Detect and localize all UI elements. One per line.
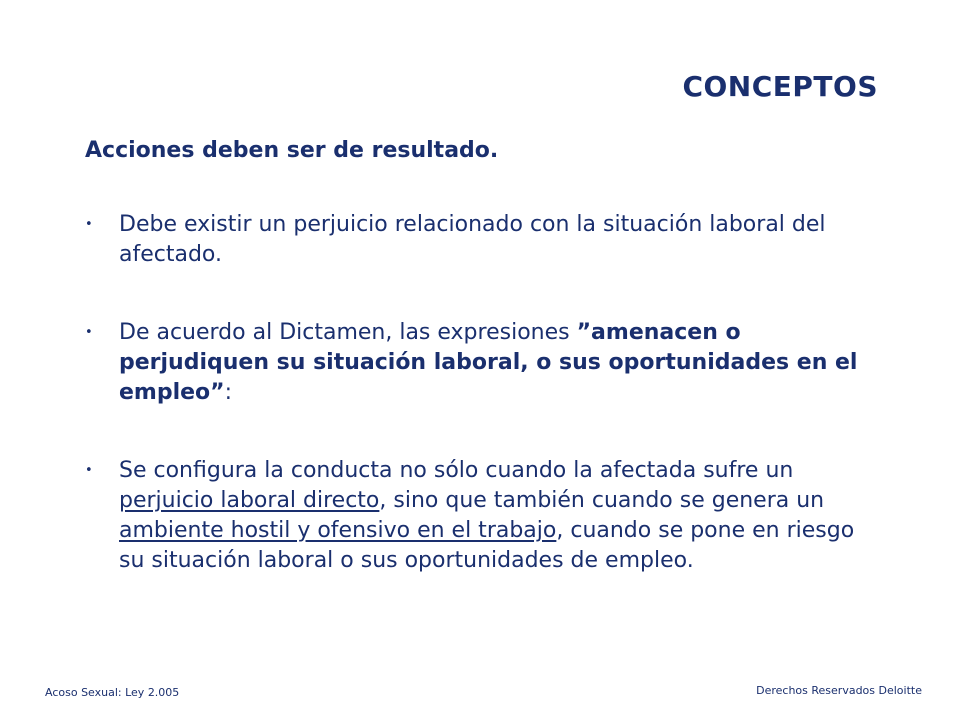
bullet-bold-quote: ”amenacen o perjudiquen su situación laboral, o sus oportunidades en el empleo” <box>119 320 858 405</box>
bullet-list <box>85 210 875 576</box>
bullet-text: De acuerdo al Dictamen, las expresiones <box>119 320 577 345</box>
bullet-text: , sino que también cuando se genera un <box>379 488 825 513</box>
bullet-text: Se configura la conducta no sólo cuando la afectada sufre un <box>119 458 794 483</box>
bullet-text: , cuando se pone en riesgo su situación laboral o sus oportunidades de empleo. <box>119 518 855 573</box>
bullet-item-2 <box>85 318 875 408</box>
bullet-icon: • <box>85 325 93 340</box>
footer-left-text: Acoso Sexual: Ley 2.005 <box>45 686 180 699</box>
bullet-icon: • <box>85 217 93 232</box>
bullet-item-3 <box>85 456 875 576</box>
bullet-text: Debe existir un perjuicio relacionado con la situación laboral del afectado. <box>119 212 826 267</box>
slide-subtitle: Acciones deben ser de resultado. <box>85 138 499 163</box>
bullet-icon: • <box>85 463 93 478</box>
slide-title: CONCEPTOS <box>682 70 878 103</box>
footer-right-text: Derechos Reservados Deloitte <box>756 684 922 697</box>
underlined-phrase-direct-harm: perjuicio laboral directo <box>119 488 380 513</box>
underlined-phrase-hostile-environment: ambiente hostil y ofensivo en el trabajo <box>119 518 557 543</box>
bullet-item-1 <box>85 210 875 270</box>
bullet-text-end: : <box>224 380 233 405</box>
